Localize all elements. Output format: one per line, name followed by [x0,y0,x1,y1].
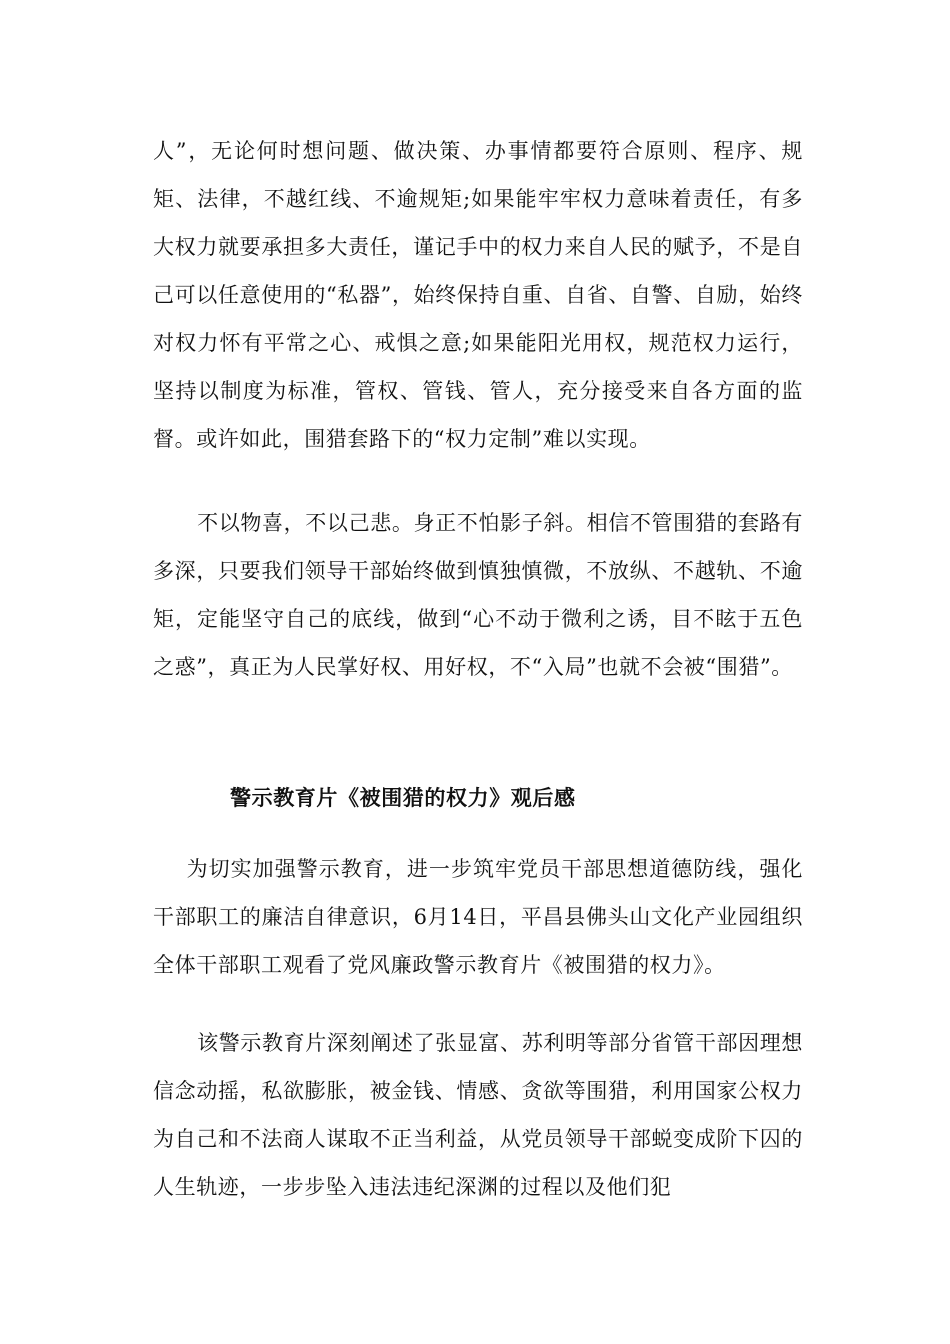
paragraph-power-responsibility: 人”，无论何时想问题、做决策、办事情都要符合原则、程序、规矩、法律，不越红线、不逾规矩;如果能牢牢权力意味着责任，有多大权力就要承担多大责任，谨记手中的权力来自人民的赋予，不是自己可以任意使用的“私器”，始终保持自重、自省、自警、自励，始终对权力怀有平常之心、戒惧之意;如果能阳光用权，规范权力运行，坚持以制度为标准，管权、管钱、管人，充分接受来自各方面的监督。或许如此，围猎套路下的“权力定制”难以实现。 [153,139,803,451]
section-heading: 警示教育片《被围猎的权力》观后感 [230,785,576,810]
paragraph-film-content: 该警示教育片深刻阐述了张显富、苏利明等部分省管干部因理想信念动摇，私欲膨胀，被金钱、情感、贪欲等围猎，利用国家公权力为自己和不法商人谋取不正当利益，从党员领导干部蜕变成阶下囚的人生轨迹，一步步坠入违法违纪深渊的过程以及他们犯 [153,1031,803,1199]
paragraph-bottom-line: 不以物喜，不以己悲。身正不怕影子斜。相信不管围猎的套路有多深，只要我们领导干部始终做到慎独慎微，不放纵、不越轨、不逾矩，定能坚守自己的底线，做到“心不动于微利之诱，目不眩于五色之惑”，真正为人民掌好权、用好权，不“入局”也就不会被“围猎”。 [153,511,803,679]
paragraph-event-intro: 为切实加强警示教育，进一步筑牢党员干部思想道德防线，强化干部职工的廉洁自律意识，6月14日，平昌县佛头山文化产业园组织全体干部职工观看了党风廉政警示教育片《被围猎的权力》。 [153,857,803,977]
